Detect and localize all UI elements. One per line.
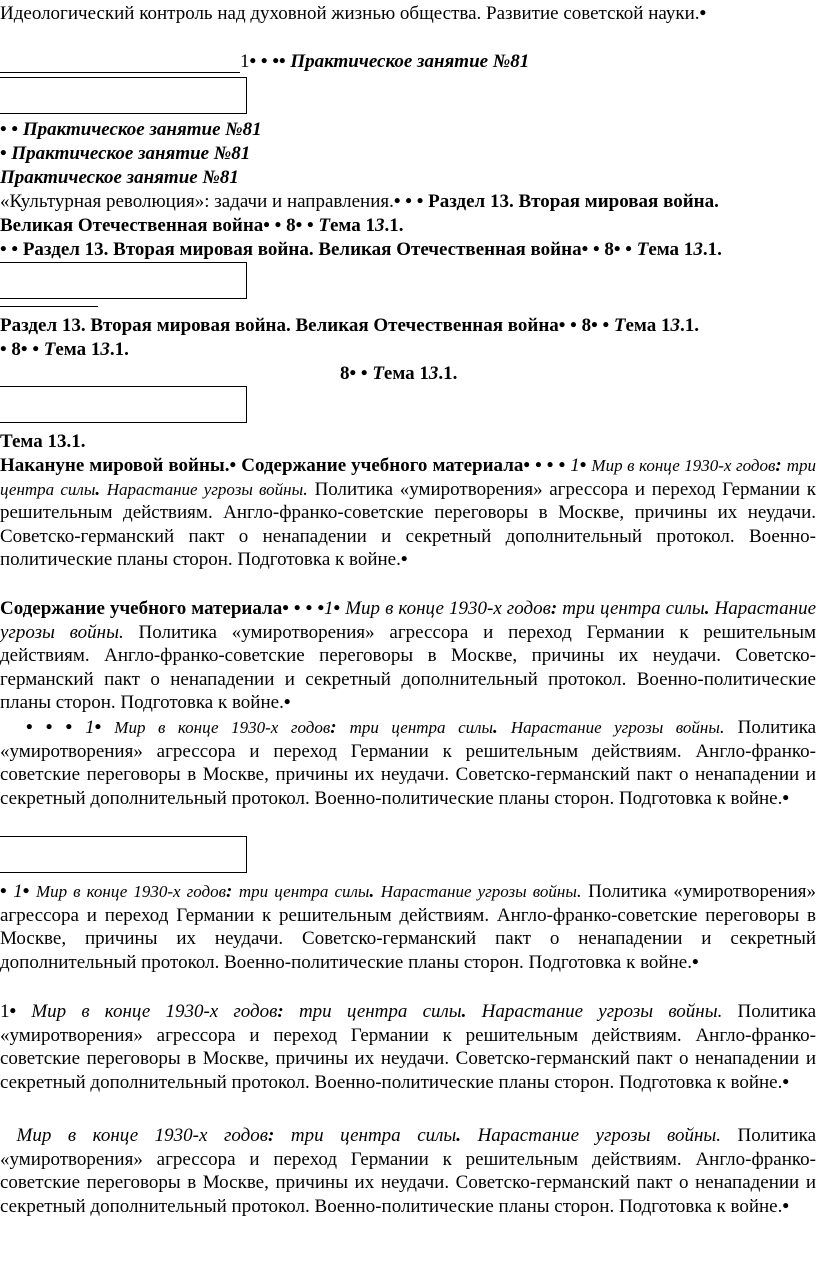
culture-text: «Культурная революция»: задачи и направления. xyxy=(0,191,394,212)
theme-line-2 xyxy=(340,362,457,386)
threat-text: Нарастание угрозы войны xyxy=(106,479,304,499)
paragraph-2 xyxy=(0,597,816,715)
section-line-2 xyxy=(0,238,722,262)
bullet: • xyxy=(0,339,7,360)
bullet: • xyxy=(613,239,621,260)
practical-line-1 xyxy=(240,50,529,74)
number-text: 8 xyxy=(286,215,296,236)
bullet: • xyxy=(360,363,368,384)
policy-text: Политика «умиротворения» агрессора и переход Германии к решительным действиям. Англо-франко-советские переговоры в Москве, причины их неудачи. Советско-германский пакт о ненападении и секретный дополнительный протокол. Военно-политические планы сторон. Подготовка к войне. xyxy=(0,478,816,571)
practical-title: Практическое занятие №81 xyxy=(290,51,530,72)
number-text: 8 xyxy=(604,239,614,260)
section-title: Раздел 13. Вторая мировая война. Великая Отечественная война xyxy=(0,315,559,336)
bullet: • xyxy=(0,239,7,260)
theme-heading-text: Тема 13.1. xyxy=(0,431,86,452)
bullet: • xyxy=(523,455,531,476)
bullet: • xyxy=(26,717,33,738)
paragraph-5 xyxy=(0,1000,816,1094)
paragraph-4 xyxy=(0,880,816,974)
bullet: • xyxy=(278,51,286,72)
number-text: 8 xyxy=(581,315,592,336)
bullet: • xyxy=(249,51,257,72)
divider xyxy=(0,72,240,73)
three-centers-text: три центра силы xyxy=(238,882,370,901)
text-box xyxy=(0,836,247,873)
bullet: • xyxy=(283,692,291,714)
bullet: • xyxy=(305,598,313,619)
period: . xyxy=(303,478,308,500)
number-text: 8 xyxy=(340,363,350,384)
three-centers-text: три центра силы xyxy=(298,1001,462,1022)
practical-title: Практическое занятие №81 xyxy=(11,143,251,164)
period: . xyxy=(369,881,375,902)
bullet: • xyxy=(32,339,39,360)
bullet: • xyxy=(11,119,19,140)
threat-text: Нарастание угрозы войны xyxy=(0,598,816,643)
bullet: • xyxy=(263,215,270,236)
culture-line xyxy=(0,190,816,214)
paragraph-1 xyxy=(0,454,816,572)
bullet: • xyxy=(400,549,408,571)
colon: : xyxy=(277,1001,284,1022)
number-text: 1 xyxy=(324,598,334,619)
period: . xyxy=(493,717,498,738)
threat-text: Нарастание угрозы войны xyxy=(510,718,720,737)
number-text: 1 xyxy=(13,881,23,902)
text-box xyxy=(0,77,247,114)
bullet: • xyxy=(349,363,357,384)
bullet: • xyxy=(592,239,600,260)
theme-text: ема 1 xyxy=(55,339,101,360)
bullet: • xyxy=(625,239,632,260)
bullet: • xyxy=(229,455,237,476)
number-text: 1 xyxy=(85,717,95,738)
bullet: • xyxy=(11,239,19,260)
theme-letter: Т xyxy=(43,339,56,360)
period: . xyxy=(704,598,710,619)
practical-title: Практическое занятие №81 xyxy=(22,119,262,140)
theme-heading xyxy=(0,430,85,454)
bullet: • xyxy=(65,717,73,738)
eve-text: Накануне мировой войны. xyxy=(0,455,230,476)
section-cont-line xyxy=(0,214,404,238)
period: . xyxy=(717,1001,723,1022)
theme-digit: 3 xyxy=(428,363,439,384)
colon: : xyxy=(550,598,558,619)
bullet: • xyxy=(22,881,30,902)
policy-text: Политика «умиротворения» агрессора и переход Германии к решительным действиям. Англо-франко-советские переговоры в Москве, причины их неудачи. Советско-германский пакт о ненападении и секретный дополнительный протокол. Военно-политические планы сторон. Подготовка к войне. xyxy=(0,881,816,973)
divider xyxy=(0,306,98,307)
bullet: • xyxy=(581,239,589,260)
policy-text: Политика «умиротворения» агрессора и переход Германии к решительным действиям. Англо-франко-советские переговоры в Москве, причины их неудачи. Советско-германский пакт о ненападении и секретный дополнительный протокол. Военно-политические планы сторон. Подготовка к войне. xyxy=(0,717,816,809)
bullet: • xyxy=(782,787,790,809)
world-text: Мир в конце 1930-х годов xyxy=(31,1001,278,1022)
theme-digit: 3 xyxy=(375,215,385,236)
bullet: • xyxy=(535,455,542,476)
theme-letter: Т xyxy=(613,315,626,336)
bullet: • xyxy=(558,315,566,336)
theme-end: .1. xyxy=(438,363,458,384)
theme-letter: Т xyxy=(636,239,649,260)
period: . xyxy=(461,1001,467,1022)
content-title: Содержание учебного материала xyxy=(241,455,524,476)
bullet: • xyxy=(293,598,301,619)
three-centers-text: три центра силы xyxy=(0,456,816,499)
bullet: • xyxy=(9,1001,17,1022)
period: . xyxy=(456,1125,462,1146)
text-box xyxy=(0,386,247,423)
doc-title-line xyxy=(0,2,706,26)
practical-line-3 xyxy=(0,142,250,166)
colon: : xyxy=(330,717,337,738)
bullet: • xyxy=(306,215,314,236)
theme-text: ема 1 xyxy=(383,363,429,384)
world-text: Мир в конце 1930-х годов xyxy=(591,456,776,475)
bullet: • xyxy=(272,51,279,72)
bullet: • xyxy=(393,191,401,212)
section-line-3 xyxy=(0,314,699,338)
three-centers-text: три центра силы xyxy=(562,598,705,619)
colon: : xyxy=(268,1125,275,1146)
colon: : xyxy=(226,881,233,902)
bullet: • xyxy=(570,315,577,336)
threat-text: Нарастание угрозы войны xyxy=(477,1125,717,1146)
three-centers-text: три центра силы xyxy=(349,718,494,737)
theme-end: .1. xyxy=(680,315,699,336)
content-title: Содержание учебного материала xyxy=(0,598,283,619)
number-text: 1 xyxy=(240,51,250,72)
bullet: • xyxy=(282,598,289,619)
period: . xyxy=(95,478,101,500)
theme-end: .1. xyxy=(702,239,722,260)
theme-text: ема 1 xyxy=(330,215,375,236)
practical-title: Практическое занятие №81 xyxy=(0,167,239,188)
number-text: 8 xyxy=(11,339,21,360)
period: . xyxy=(719,717,725,738)
bullet: • xyxy=(405,191,412,212)
period: . xyxy=(576,881,582,902)
bullet: • xyxy=(699,3,707,24)
theme-digit: 3 xyxy=(693,239,703,260)
policy-text: Политика «умиротворения» агрессора и переход Германии к решительным действиям. Англо-франко-советские переговоры в Москве, причины их неудачи. Советско-германский пакт о ненападении и секретный дополнительный протокол. Военно-политические планы сторон. Подготовка к войне. xyxy=(0,1125,816,1217)
theme-end: .1. xyxy=(109,339,129,360)
number-text: 1 xyxy=(0,1001,10,1022)
theme-text: ема 1 xyxy=(648,239,694,260)
bullet: • xyxy=(602,315,610,336)
theme-letter: Т xyxy=(318,215,330,236)
text-box xyxy=(0,262,247,299)
world-text: Мир в конце 1930-х годов xyxy=(345,598,551,619)
bullet: • xyxy=(782,1195,790,1217)
theme-digit: 3 xyxy=(100,339,110,360)
number-text: 1 xyxy=(570,455,580,476)
paragraph-3 xyxy=(0,716,816,810)
bullet: • xyxy=(416,191,424,212)
period: . xyxy=(118,621,124,643)
theme-end: .1. xyxy=(384,215,404,236)
threat-text: Нарастание угрозы войны xyxy=(380,882,577,901)
practical-line-4 xyxy=(0,166,239,190)
period: . xyxy=(716,1125,721,1146)
theme-text: ема 1 xyxy=(625,315,671,336)
bullet: • xyxy=(691,951,699,973)
bullet: • xyxy=(546,455,554,476)
bullet: • xyxy=(0,881,7,902)
theme-line-1 xyxy=(0,338,129,362)
bullet: • xyxy=(0,143,7,164)
bullet: • xyxy=(317,598,325,619)
bullet: • xyxy=(94,717,102,738)
bullet: • xyxy=(274,215,282,236)
three-centers-text: три центра силы xyxy=(290,1125,457,1146)
threat-text: Нарастание угрозы войны xyxy=(481,1001,718,1022)
section-title: Раздел 13. Вторая мировая война. Великая Отечественная война xyxy=(22,239,582,260)
paragraph-6 xyxy=(0,1124,816,1218)
bullet: • xyxy=(45,717,53,738)
bullet: • xyxy=(0,119,7,140)
theme-letter: Т xyxy=(372,363,384,384)
policy-text: Политика «умиротворения» агрессора и переход Германии к решительным действиям. Англо-франко-советские переговоры в Москве, причины их неудачи. Советско-германский пакт о ненападении и секретный дополнительный протокол. Военно-политические планы сторон. Подготовка к войне. xyxy=(0,1001,816,1093)
bullet: • xyxy=(579,455,587,476)
world-text: Мир в конце 1930-х годов xyxy=(16,1125,268,1146)
bullet: • xyxy=(333,598,341,619)
section-cont: Великая Отечественная война xyxy=(0,215,264,236)
policy-text: Политика «умиротворения» агрессора и переход Германии к решительным действиям. Англо-франко-советские переговоры в Москве, причины их неудачи. Советско-германский пакт о ненападении и секретный дополнительный протокол. Военно-политические планы сторон. Подготовка к войне. xyxy=(0,621,816,714)
section-title: Раздел 13. Вторая мировая война. xyxy=(428,191,719,212)
bullet: • xyxy=(295,215,303,236)
bullet: • xyxy=(20,339,28,360)
theme-digit: 3 xyxy=(670,315,680,336)
practical-line-2 xyxy=(0,118,262,142)
world-text: Мир в конце 1930-х годов xyxy=(114,718,331,737)
bullet: • xyxy=(782,1071,790,1093)
colon: : xyxy=(775,455,782,476)
bullet: • xyxy=(558,455,566,476)
bullet: • xyxy=(591,315,598,336)
world-text: Мир в конце 1930-х годов xyxy=(35,882,226,901)
bullet: • xyxy=(260,51,268,72)
doc-title-text: Идеологический контроль над духовной жизнью общества. Развитие советской науки. xyxy=(0,3,700,24)
